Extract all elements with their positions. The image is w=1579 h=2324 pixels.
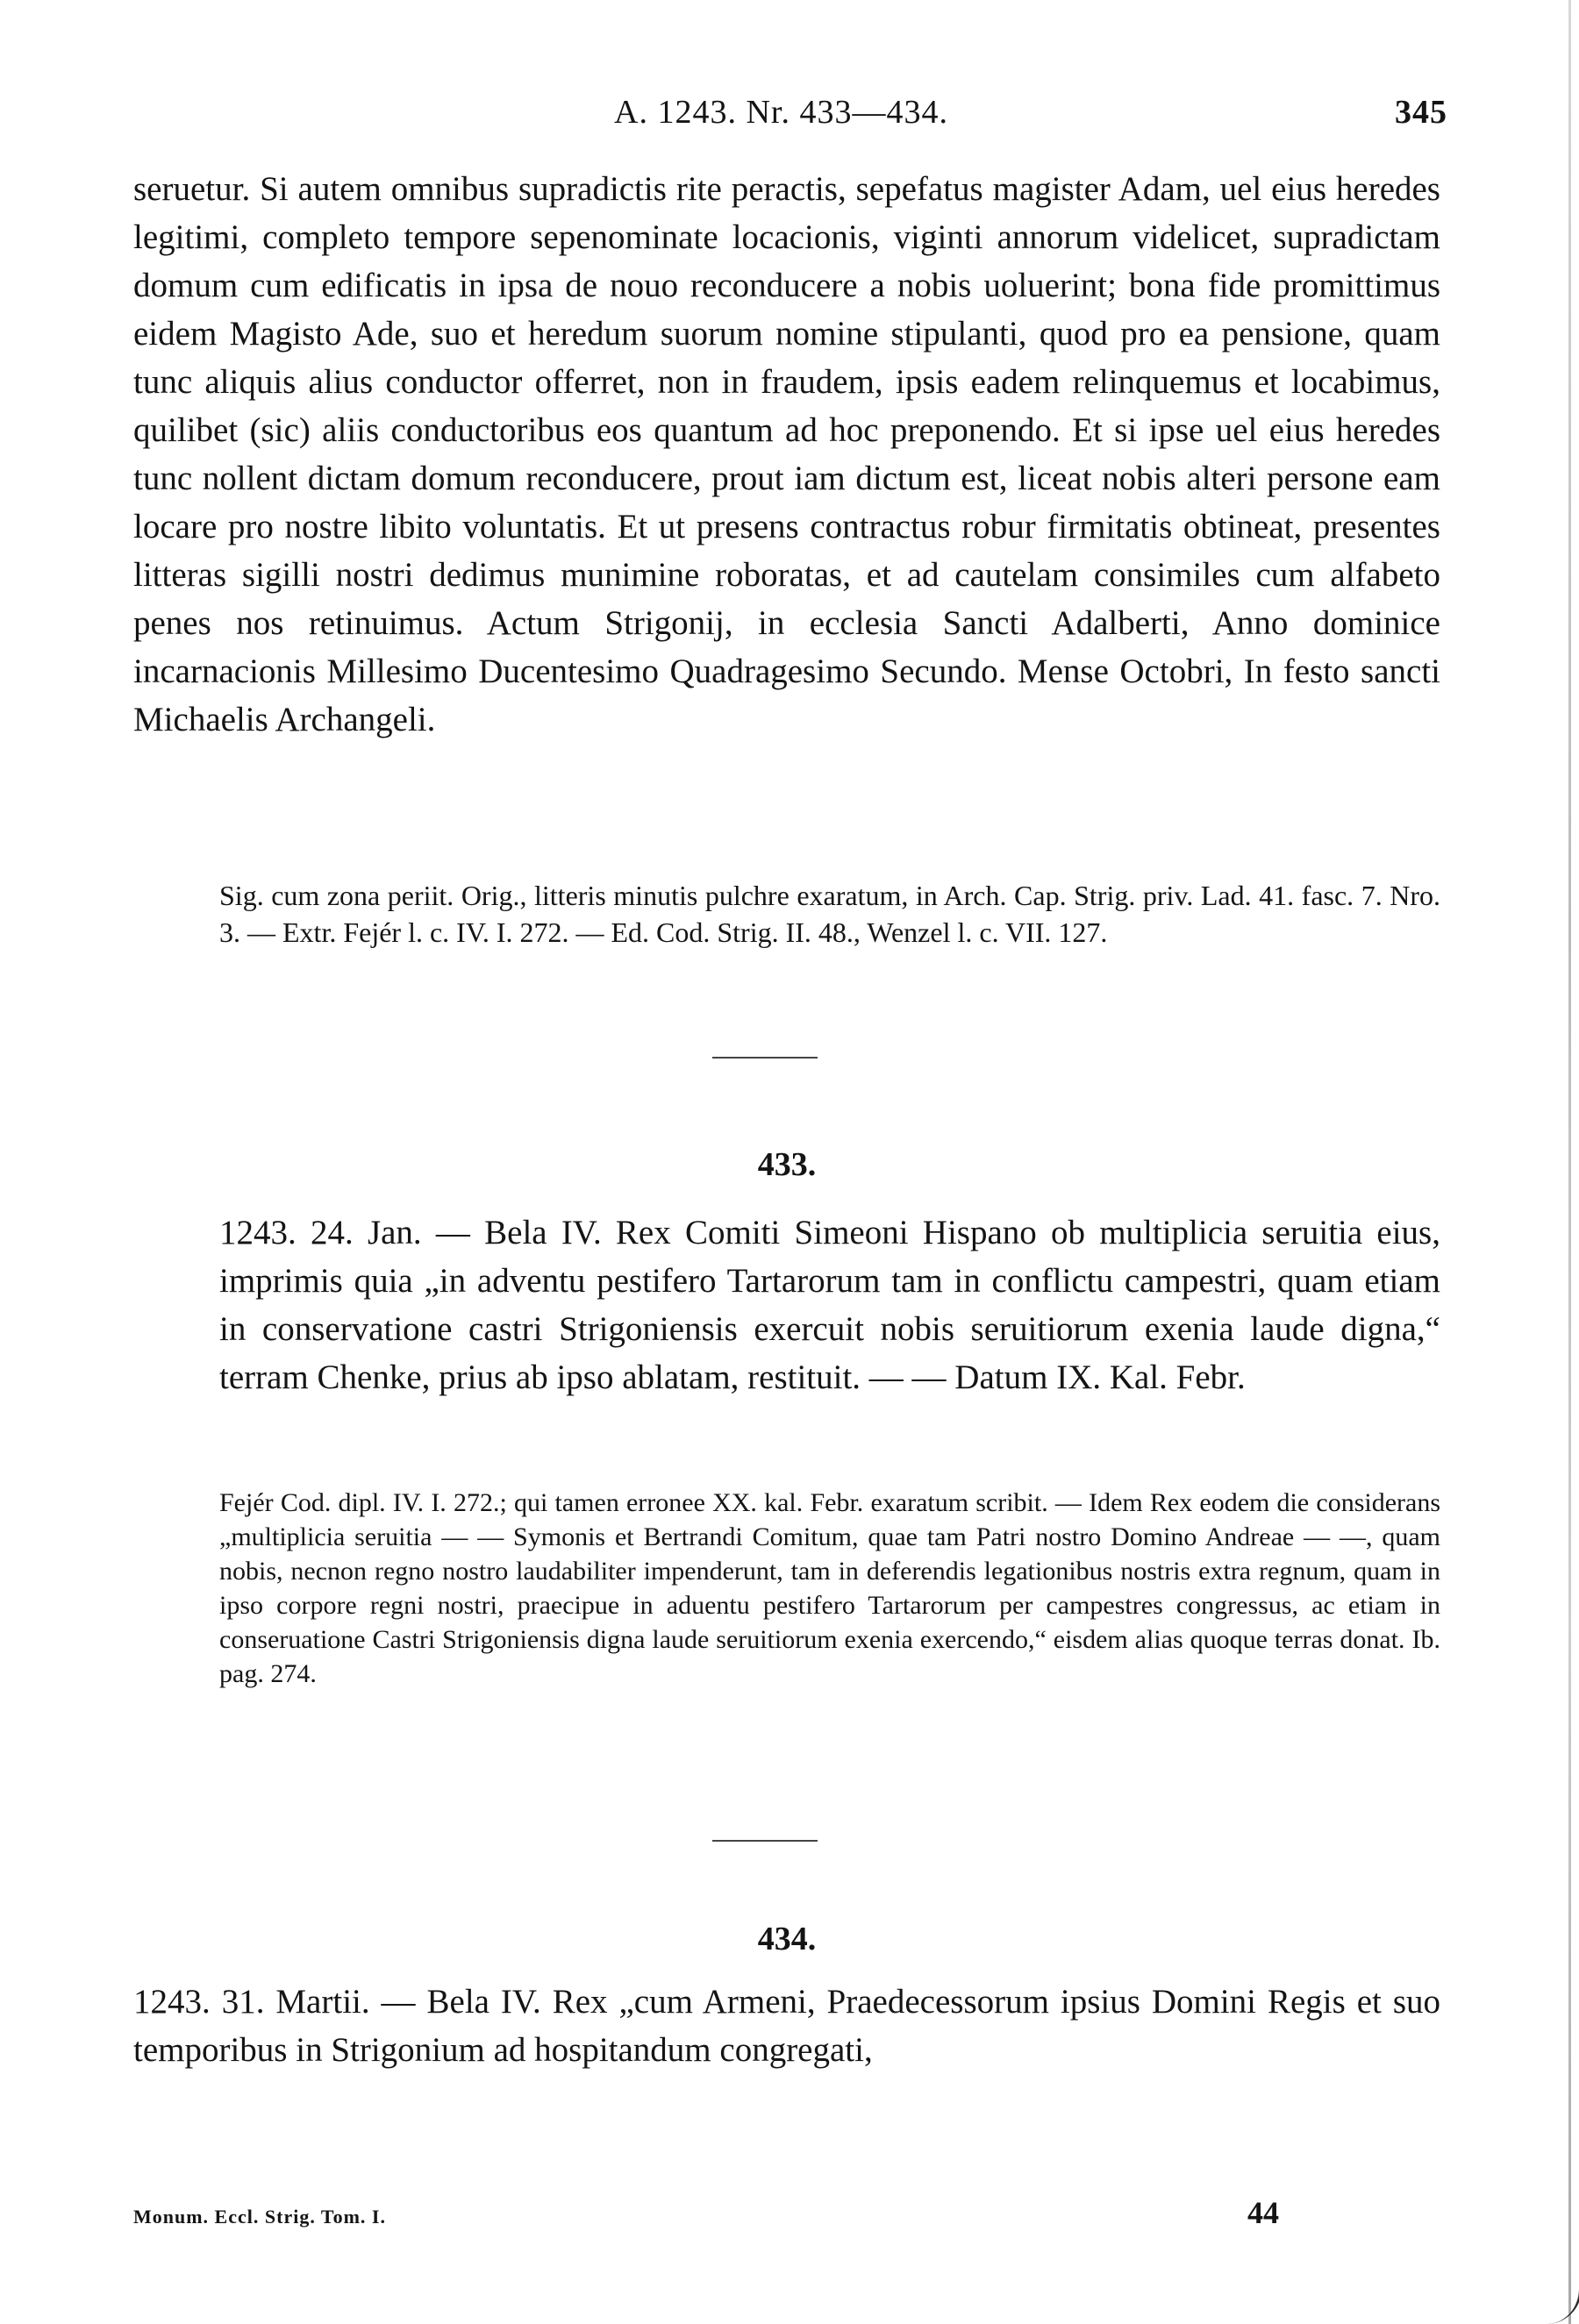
page-number: 345 [1395, 94, 1447, 131]
entry-number-433: 433. [757, 1146, 817, 1183]
entry-number-434: 434. [757, 1921, 817, 1957]
running-title: A. 1243. Nr. 433—434. [614, 94, 948, 131]
entry-434-regest: 1243. 31. Martii. — Bela IV. Rex „cum Armeni, Praedecessorum ipsius Domini Regis et suo temporibus in Strigonium ad hospitandum congregati, [133, 1983, 1440, 2069]
entry-433-source-note: Fejér Cod. dipl. IV. I. 272.; qui tamen erronee XX. kal. Febr. exaratum scribit. — Idem Rex eodem die considerans „multiplicia seruitia — — Symonis et Bertrandi Comitum, quae tam Patri nostro Domino Andreae — —, quam nobis, necnon regno nostro laudabiliter impenderunt, tam in deferendis legationibus nostris extra regnum, quam in ipso corpore regni nostri, praecipue in aduentu pestifero Tartarorum per campestres congressus, ac etiam in conseruatione Castri Strigoniensis digna laude seruitiorum exenia exercendo,“ eisdem alias quoque terras donat. Ib. pag. 274. [219, 1488, 1440, 1688]
footer-signature-number: 44 [1247, 2195, 1279, 2230]
footer-volume-title: Monum. Eccl. Strig. Tom. I. [133, 2206, 386, 2228]
page-corner-curl [1544, 2245, 1579, 2324]
charter-continuation-paragraph: seruetur. Si autem omnibus supradictis rite peractis, sepefatus magister Adam, uel eius heredes legitimi, completo tempore sepenominate locacionis, viginti annorum videlicet, supradictam domum cum edificatis in ipsa de nouo reconducere a nobis uoluerint; bona fide promittimus eidem Magisto Ade, suo et heredum suorum nomine stipulanti, quod pro ea pensione, quam tunc aliquis alius conductor offerret, non in fraudem, ipsis eadem relinquemus et locabimus, quilibet (sic) aliis conductoribus eos quantum ad hoc preponendo. Et si ipse uel eius heredes tunc nollent dictam domum reconducere, prout iam dictum est, liceat nobis alteri persone eam locare pro nostre libito voluntatis. Et ut presens contractus robur firmitatis obtineat, presentes litteras sigilli nostri dedimus munimine roboratas, et ad cautelam consimiles cum alfabeto penes nos retinuimus. Actum Strigonij, in ecclesia Sancti Adalberti, Anno dominice incarnacionis Millesimo Ducentesimo Quadragesimo Secundo. Mense Octobri, In festo sancti Michaelis Archangeli. [133, 170, 1440, 738]
source-note-previous-charter: Sig. cum zona periit. Orig., litteris minutis pulchre exaratum, in Arch. Cap. Strig. priv. Lad. 41. fasc. 7. Nro. 3. — Extr. Fejér l. c. IV. I. 272. — Ed. Cod. Strig. II. 48., Wenzel l. c. VII. 127. [219, 880, 1440, 948]
entry-433-regest: 1243. 24. Jan. — Bela IV. Rex Comiti Simeoni Hispano ob multiplicia seruitia eius, imprimis quia „in adventu pestifero Tartarorum tam in conflictu campestri, quam etiam in conservatione castri Strigoniensis exercuit nobis seruitiorum exenia laude digna,“ terram Chenke, prius ab ipso ablatam, restituit. — — Datum IX. Kal. Febr. [219, 1214, 1440, 1396]
section-divider [712, 1057, 818, 1059]
page-header [614, 93, 1447, 135]
page-edge-shadow [1568, 0, 1571, 2324]
section-divider [712, 1840, 818, 1842]
